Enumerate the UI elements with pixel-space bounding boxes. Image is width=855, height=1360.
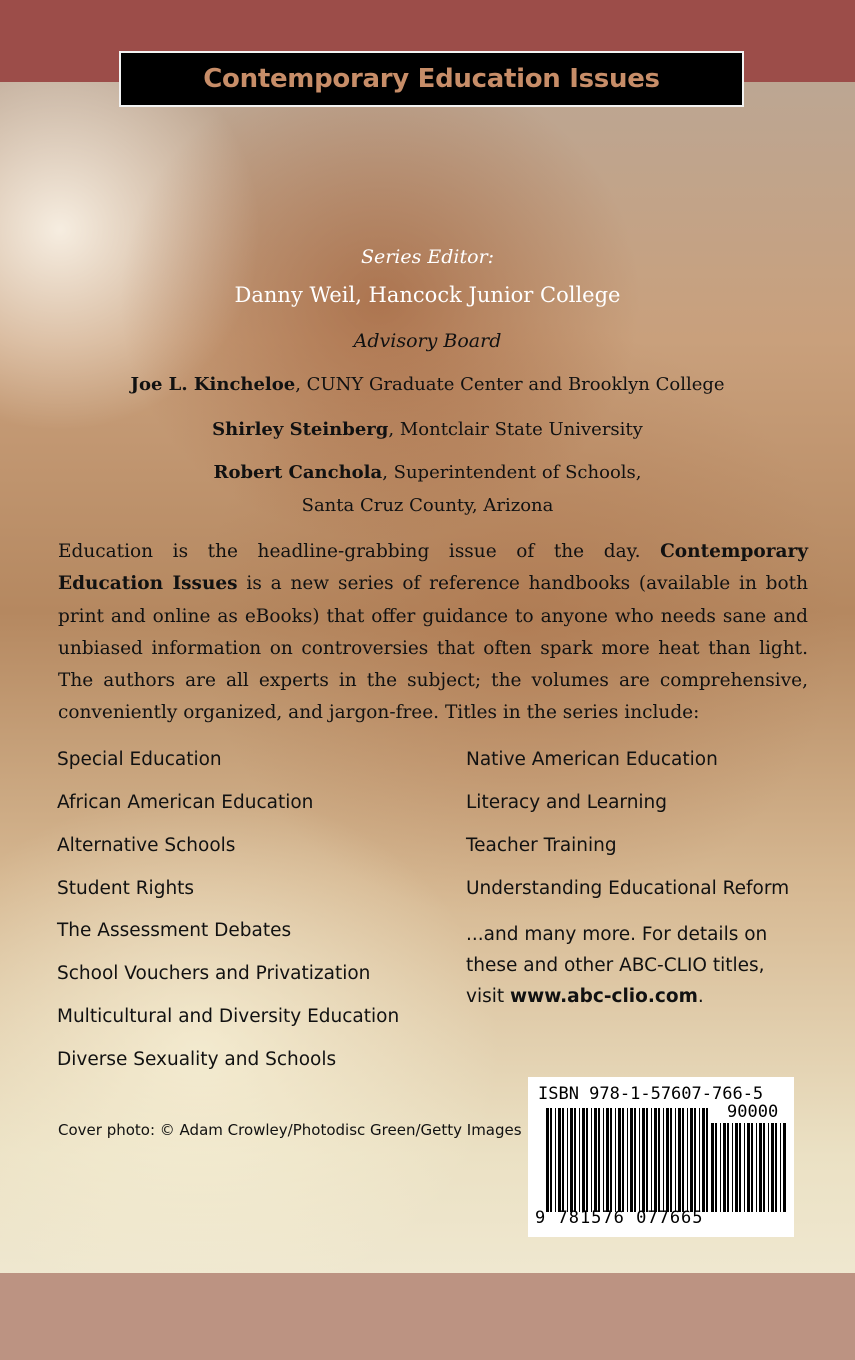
advisory-member-affiliation: , CUNY Graduate Center and Brooklyn College bbox=[295, 374, 725, 395]
bottom-color-band bbox=[0, 1273, 855, 1360]
cover-photo-credit: Cover photo: © Adam Crowley/Photodisc Green/Getty Images bbox=[58, 1121, 522, 1139]
advisory-member-affiliation-continued: Santa Cruz County, Arizona bbox=[301, 495, 554, 516]
series-title-item: Diverse Sexuality and Schools bbox=[57, 1049, 337, 1070]
series-title-item: Student Rights bbox=[57, 878, 195, 899]
more-titles-note bbox=[466, 919, 776, 1012]
series-title-item: Alternative Schools bbox=[57, 835, 236, 856]
advisory-member-affiliation: , Superintendent of Schools, bbox=[382, 462, 642, 483]
ean-digits: 9 781576 077665 bbox=[535, 1208, 704, 1228]
advisory-member-affiliation: , Montclair State University bbox=[388, 419, 643, 440]
advisory-member-name: Joe L. Kincheloe bbox=[130, 374, 296, 395]
advisory-member bbox=[0, 462, 855, 483]
series-title-item: Teacher Training bbox=[466, 835, 617, 856]
description-lead: Education is the headline-grabbing issue of the day. bbox=[58, 541, 661, 562]
series-title-item: Native American Education bbox=[466, 749, 718, 770]
advisory-member-name: Robert Canchola bbox=[213, 462, 383, 483]
advisory-member bbox=[0, 419, 855, 440]
isbn-barcode bbox=[528, 1077, 794, 1237]
series-title-item: The Assessment Debates bbox=[57, 920, 292, 941]
barcode-addon-code: 90000 bbox=[727, 1102, 779, 1122]
advisory-board-label: Advisory Board bbox=[353, 330, 502, 352]
more-titles-text: ...and many more. For details on these and other ABC-CLIO titles, visit bbox=[466, 924, 768, 1007]
series-title-item: Understanding Educational Reform bbox=[466, 878, 790, 899]
description-body: is a new series of reference handbooks (available in both print and online as eBooks) that offer guidance to anyone who needs sane and unbiased information on controversies that often spark more heat than light. The authors are all experts in the subject; the volumes are comprehensive, conveniently organized, and jargon-free. Titles in the series include: bbox=[58, 573, 808, 724]
series-title: Contemporary Education Issues bbox=[203, 64, 660, 94]
publisher-website-link[interactable]: www.abc-clio.com bbox=[510, 986, 698, 1007]
isbn-number: ISBN 978-1-57607-766-5 bbox=[538, 1084, 764, 1104]
barcode-main-bars-icon bbox=[546, 1108, 708, 1212]
more-titles-end: . bbox=[697, 986, 704, 1007]
advisory-member bbox=[0, 374, 855, 395]
series-title-item: African American Education bbox=[57, 792, 314, 813]
series-title-item: Special Education bbox=[57, 749, 222, 770]
series-editor-name: Danny Weil, Hancock Junior College bbox=[234, 283, 621, 307]
series-banner bbox=[119, 51, 744, 107]
series-description bbox=[58, 536, 808, 730]
series-editor-label: Series Editor: bbox=[360, 246, 495, 268]
series-title-item: Literacy and Learning bbox=[466, 792, 668, 813]
series-title-item: School Vouchers and Privatization bbox=[57, 963, 371, 984]
description-series-name: Contemporary Education Issues bbox=[58, 541, 808, 595]
advisory-member-name: Shirley Steinberg bbox=[212, 419, 389, 440]
series-title-item: Multicultural and Diversity Education bbox=[57, 1006, 400, 1027]
barcode-addon-bars-icon bbox=[711, 1123, 787, 1212]
